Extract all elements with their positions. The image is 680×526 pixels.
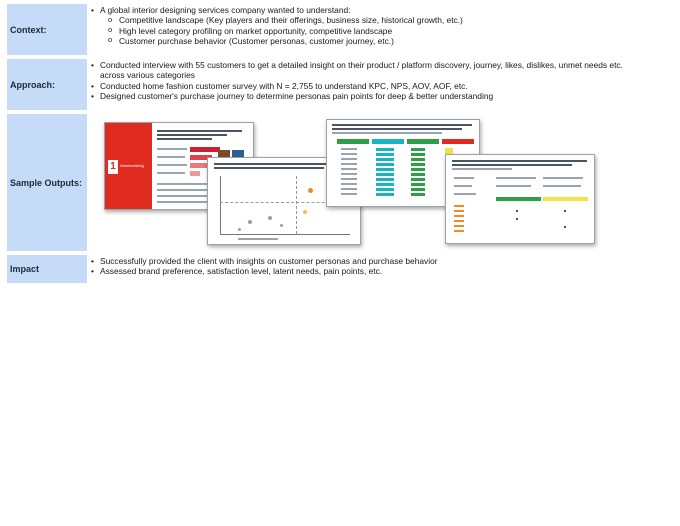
impact-row (7, 255, 627, 283)
context-row (7, 4, 627, 55)
context-item: o High level category profiling on market opportunity, competitive landscape (91, 26, 631, 36)
context-item: o Competitive landscape (Key players and their offerings, business size, historical growth, etc.) (91, 15, 631, 25)
slide-number-box (108, 160, 118, 174)
slide-tag: Homefurnishing (120, 164, 144, 168)
impact-label: Impact (7, 255, 87, 283)
outputs-label: Sample Outputs: (7, 114, 87, 251)
context-item: o Customer purchase behavior (Customer personas, customer journey, etc.) (91, 36, 631, 46)
approach-item: • Conducted home fashion customer survey with N = 2,755 to understand KPC, NPS, AOV, AOF, etc. (91, 81, 631, 91)
approach-item: • Conducted interview with 55 customers to get a detailed insight on their product / platform discovery, journey, likes, dislikes, unmet needs etc. across various categories (91, 60, 631, 81)
approach-item: • Designed customer's purchase journey to determine personas pain points for deep & better understanding (91, 91, 631, 101)
context-label: Context: (7, 4, 87, 55)
sample-slide-4 (445, 154, 595, 244)
impact-item: • Successfully provided the client with insights on customer personas and purchase behavior (91, 256, 631, 266)
context-body (91, 5, 631, 46)
approach-row (7, 59, 627, 110)
slide-number: 1 (110, 161, 116, 172)
context-intro: • A global interior designing services company wanted to understand: (91, 5, 631, 15)
impact-item: • Assessed brand preference, satisfaction level, latent needs, pain points, etc. (91, 266, 631, 276)
approach-label: Approach: (7, 59, 87, 110)
impact-body (91, 256, 631, 277)
sample-output-thumbnails (97, 116, 617, 246)
approach-body (91, 60, 631, 101)
